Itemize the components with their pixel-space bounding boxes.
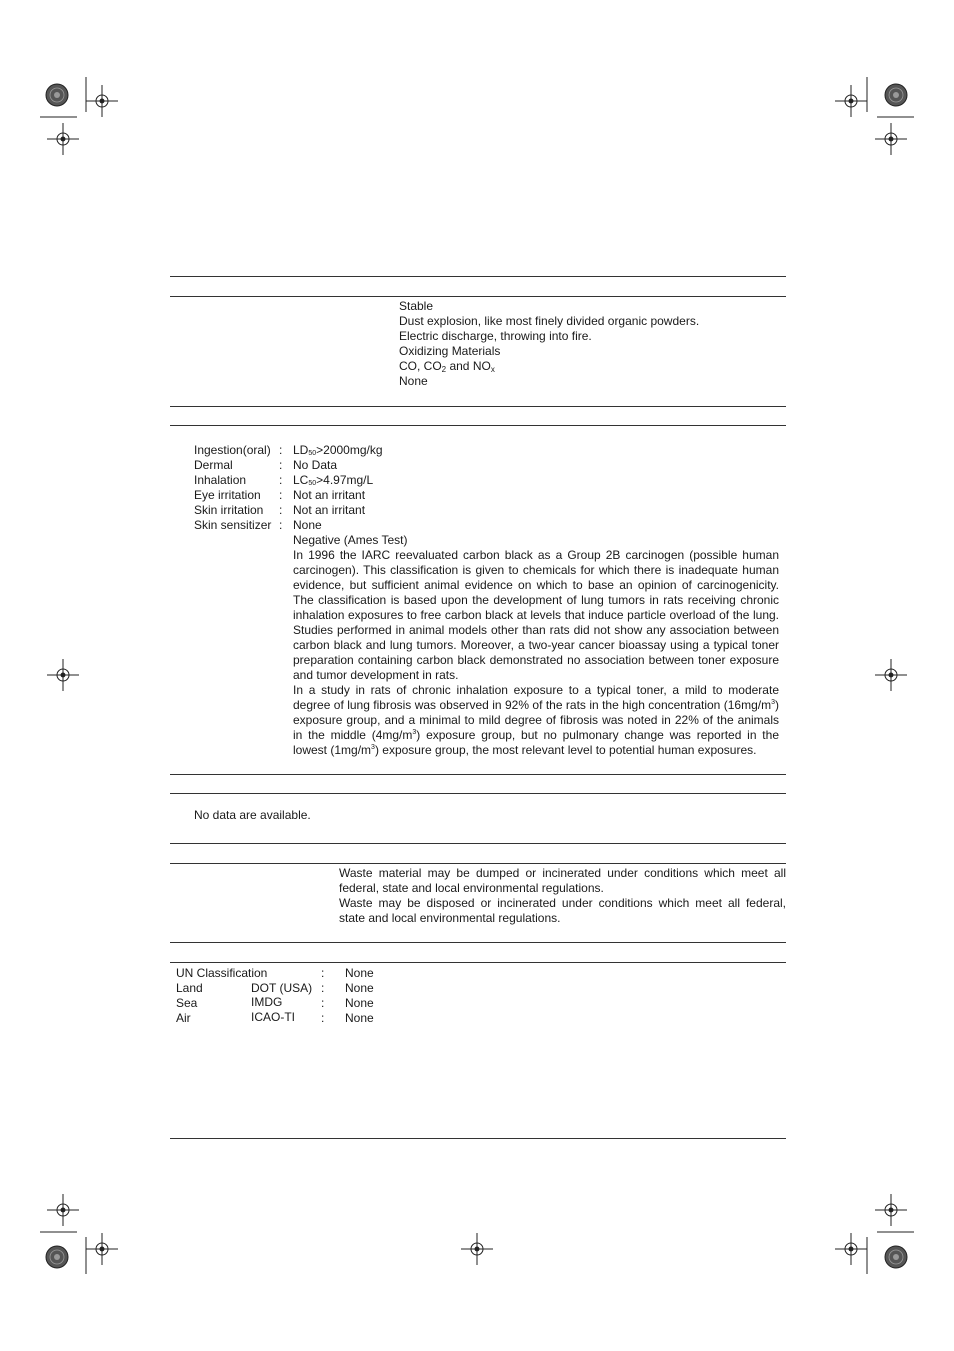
transport-reg-icao: ICAO-TI	[251, 1010, 295, 1024]
divider-2	[170, 296, 786, 297]
transport-table	[0, 966, 954, 1028]
tox-label-skin: Skin irritation	[194, 503, 264, 517]
tox-colon: :	[279, 443, 283, 457]
tox-colon: :	[279, 518, 283, 532]
tox-colon: :	[279, 458, 283, 472]
tox-colon: :	[279, 473, 283, 487]
tox-label-sensitizer: Skin sensitizer	[194, 518, 272, 532]
mutagenicity-value: Negative (Ames Test)	[293, 533, 408, 547]
disposal-text	[339, 866, 786, 926]
transport-value-land: None	[345, 981, 374, 995]
tox-value-dermal: No Data	[293, 458, 338, 472]
un-classification-label: UN Classification	[176, 966, 268, 980]
tox-label-ingestion: Ingestion(oral)	[194, 443, 271, 457]
conditions-to-avoid-2: Electric discharge, throwing into fire.	[399, 329, 592, 343]
decomposition-products: CO, CO2 and NOx	[399, 359, 495, 374]
disposal-paragraph-2: Waste may be disposed or incinerated under conditions which meet all federal, state and local environmental regulations.	[339, 896, 786, 925]
divider-3	[170, 406, 786, 407]
inhalation-study-paragraph: In a study in rats of chronic inhalation exposure to a typical toner, a mild to moderate degree of lung fibrosis was observed in 92% of the rats in the high concentration $(16mg/m^3)$ exposure group, and a minimal to mild degree of fibrosis was noted in 22% of the animals in the middle $(4mg/m^3)$ exposure group, but no pulmonary change was reported in the lowest $(1mg/m^3)$ exposure group, the most relevant level to potential human exposures.	[293, 683, 779, 757]
divider-7	[170, 843, 786, 844]
tox-label-inhalation: Inhalation	[194, 473, 247, 487]
disposal-paragraph-1: Waste material may be dumped or incinerated under conditions which meet all federal, state and local environmental regulations.	[339, 866, 786, 895]
divider-1	[170, 276, 786, 277]
tox-value-eye: Not an irritant	[293, 488, 366, 502]
un-classification-value: None	[345, 966, 374, 980]
tox-label-eye: Eye irritation	[194, 488, 261, 502]
divider-6	[170, 793, 786, 794]
tox-value-sensitizer: None	[293, 518, 322, 532]
divider-5	[170, 774, 786, 775]
transport-colon: :	[321, 966, 325, 980]
tox-colon: :	[279, 503, 283, 517]
hazardous-polymerization: None	[399, 374, 428, 388]
stability-value: Stable	[399, 299, 434, 313]
tox-value-skin: Not an irritant	[293, 503, 366, 517]
divider-9	[170, 942, 786, 943]
carcinogenicity-text	[293, 533, 779, 758]
transport-value-air: None	[345, 1011, 374, 1025]
tox-value-inhalation: $LC_{50}>4.97mg/L$	[293, 473, 374, 487]
transport-mode-sea: Sea	[176, 996, 198, 1010]
tox-label-dermal: Dermal	[194, 458, 233, 472]
divider-8	[170, 863, 786, 864]
divider-11	[170, 1138, 786, 1139]
transport-value-sea: None	[345, 996, 374, 1010]
ecology-text: No data are available.	[194, 808, 311, 822]
toxicology-table	[0, 443, 954, 533]
divider-10	[170, 962, 786, 963]
transport-mode-air: Air	[176, 1011, 191, 1025]
transport-colon: :	[321, 1011, 325, 1025]
stability-section	[399, 299, 699, 389]
transport-reg-dot: DOT (USA)	[251, 981, 313, 995]
transport-reg-imdg: IMDG	[251, 995, 283, 1009]
incompatible-materials: Oxidizing Materials	[399, 344, 501, 358]
conditions-to-avoid-1: Dust explosion, like most finely divided organic powders.	[399, 314, 700, 328]
tox-colon: :	[279, 488, 283, 502]
transport-colon: :	[321, 981, 325, 995]
iarc-paragraph: In 1996 the IARC reevaluated carbon black as a Group 2B carcinogen (possible human carcinogen). This classification is given to chemicals for which there is inadequate human evidence, but sufficient animal evidence on which to base an opinion of carcinogenicity. The classification is based upon the development of lung tumors in rats receiving chronic inhalation exposures to free carbon black at levels that induce particle overload of the lung. Studies performed in animal models other than rats did not show any association between carbon black and lung tumors. Moreover, a two-year cancer bioassay using a typical toner preparation containing carbon black demonstrated no association between toner exposure and tumor development in rats.	[293, 548, 779, 682]
tox-value-ingestion: $LD_{50}>2000mg/kg$	[293, 443, 383, 457]
divider-4	[170, 425, 786, 426]
transport-mode-land: Land	[176, 981, 203, 995]
transport-colon: :	[321, 996, 325, 1010]
